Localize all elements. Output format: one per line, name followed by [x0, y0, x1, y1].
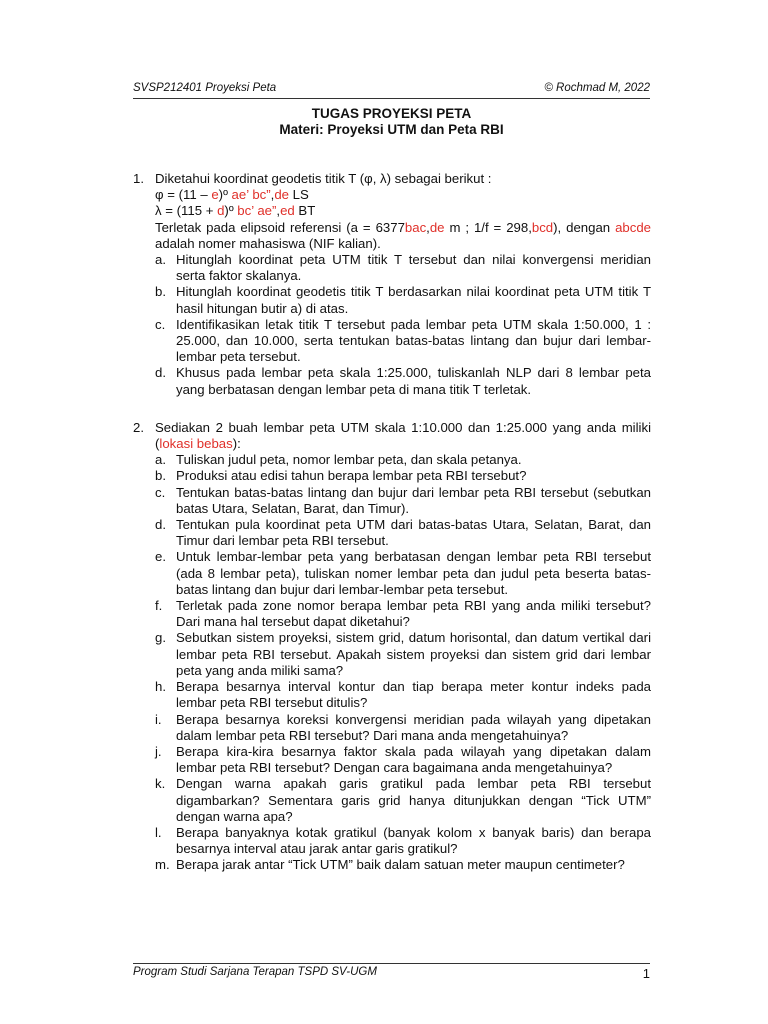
- sub-item-letter: b.: [155, 284, 166, 300]
- sub-item: [155, 517, 651, 549]
- sub-item: [155, 468, 651, 484]
- sub-item-text: Sebutkan sistem proyeksi, sistem grid, datum horisontal, dan datum vertikal dari lembar peta RBI tersebut. Apakah sistem proyeksi dan sistem grid dari lembar peta yang anda miliki sama?: [176, 630, 651, 678]
- sub-item-text: Hitunglah koordinat geodetis titik T berdasarkan nilai koordinat peta UTM titik T hasil hitungan butir a) di atas.: [176, 284, 651, 316]
- sub-item-letter: d.: [155, 517, 166, 533]
- sub-item-letter: e.: [155, 549, 166, 565]
- sub-item-text: Untuk lembar-lembar peta yang berbatasan dengan lembar peta RBI tersebut (ada 8 lembar peta), tuliskan nomer lembar peta dan judul peta beserta batas-batas lintang dan bujur dari lembar-lembar peta tersebut.: [176, 549, 651, 597]
- sub-item-text: Identifikasikan letak titik T tersebut pada lembar peta UTM skala 1:50.000, 1 : 25.000, dan 10.000, serta tentukan batas-batas lintang dan bujur dari lembar-lembar peta tersebut.: [176, 316, 651, 365]
- document-body: [133, 171, 651, 874]
- text-run: ), dengan: [553, 219, 616, 235]
- sub-item-letter: j.: [155, 743, 162, 759]
- document-title: TUGAS PROYEKSI PETA: [311, 106, 472, 121]
- variable-text: abcde: [615, 219, 652, 235]
- text-run: )º: [224, 203, 238, 219]
- question-2: [133, 420, 651, 874]
- text-run: ,: [426, 219, 430, 235]
- sub-item: [155, 776, 651, 825]
- sub-item-text: Tuliskan judul peta, nomor lembar peta, dan skala petanya.: [176, 452, 522, 468]
- sub-item: [155, 365, 651, 397]
- question-1: [133, 171, 651, 398]
- copyright-text: © Rochmad M, 2022: [544, 82, 650, 94]
- variable-text: de: [429, 219, 445, 235]
- sub-item-letter: c.: [155, 484, 166, 500]
- sub-item: [155, 679, 651, 711]
- text-run: LS: [288, 187, 309, 203]
- sub-item-letter: m.: [155, 857, 170, 873]
- sub-item-text: Tentukan pula koordinat peta UTM dari batas-batas Utara, Selatan, Barat, dan Timur dari lembar peta RBI tersebut.: [176, 517, 651, 549]
- variable-text: bcd: [531, 219, 554, 235]
- sub-item-text: Berapa banyaknya kotak gratikul (banyak kolom x banyak baris) dan berapa besarnya interval atau jarak antar garis gratikul?: [176, 824, 651, 857]
- longitude-line: [155, 203, 651, 219]
- variable-text: ed: [280, 203, 295, 219]
- page-header: [133, 82, 650, 98]
- sub-item-text: Berapa besarnya interval kontur dan tiap berapa meter kontur indeks pada lembar peta RBI tersebut ditulis?: [176, 679, 651, 711]
- document-subtitle: Materi: Proyeksi UTM dan Peta RBI: [279, 122, 504, 137]
- header-divider: [133, 98, 650, 99]
- sub-item: [155, 452, 651, 468]
- variable-text: d: [217, 203, 225, 219]
- sub-item-letter: a.: [155, 452, 166, 468]
- spacer: [133, 398, 651, 420]
- question-number: 1.: [133, 171, 144, 186]
- text-run: BT: [294, 203, 316, 219]
- question-intro: [155, 420, 651, 452]
- course-code: SVSP212401 Proyeksi Peta: [133, 82, 277, 94]
- variable-text: bac: [404, 219, 427, 235]
- variable-text: ae’ bc”: [231, 187, 271, 203]
- sub-item-letter: l.: [155, 824, 162, 840]
- sub-item: [155, 630, 651, 679]
- text-run: Terletak pada elipsoid referensi (a = 6377: [155, 219, 405, 235]
- text-run: λ = (115 +: [155, 203, 218, 219]
- sub-item-letter: h.: [155, 679, 166, 695]
- variable-text: e: [211, 187, 219, 203]
- variable-text: de: [274, 187, 289, 203]
- sub-item-letter: k.: [155, 776, 166, 792]
- sub-item-letter: a.: [155, 252, 166, 268]
- text-run: adalah nomer mahasiswa (NIF kalian).: [155, 235, 381, 251]
- text-run: ):: [232, 436, 241, 452]
- sub-item: [155, 317, 651, 366]
- sub-item-text: Berapa kira-kira besarnya faktor skala pada wilayah yang dipetakan dalam lembar peta RBI tersebut? Dengan cara bagaimana anda mengetahuinya?: [176, 743, 651, 776]
- text-run: ,: [270, 187, 275, 203]
- sub-item-text: Tentukan batas-batas lintang dan bujur dari lembar peta RBI tersebut (sebutkan batas Utara, Selatan, Barat, dan Timur).: [176, 484, 651, 516]
- page-footer: [133, 966, 650, 982]
- sub-item-letter: g.: [155, 630, 166, 646]
- sub-item: [155, 712, 651, 744]
- variable-text: bc’ ae”: [237, 203, 277, 219]
- sub-item-text: Khusus pada lembar peta skala 1:25.000, tuliskanlah NLP dari 8 lembar peta yang berbatasan dengan lembar peta di mana titik T terletak.: [176, 365, 651, 397]
- sub-item: [155, 857, 651, 873]
- variable-text: lokasi bebas: [159, 436, 233, 452]
- sub-item-letter: i.: [155, 711, 162, 727]
- sub-item-letter: c.: [155, 316, 166, 332]
- sub-item-text: Berapa jarak antar “Tick UTM” baik dalam satuan meter maupun centimeter?: [176, 857, 625, 873]
- text-run: m ; 1/f = 298,: [444, 219, 532, 235]
- ellipsoid-paragraph: [155, 220, 651, 252]
- text-run: )º: [218, 187, 232, 203]
- program-name: Program Studi Sarjana Terapan TSPD SV-UGM: [133, 966, 377, 978]
- text-run: ,: [276, 203, 281, 219]
- sub-item: [155, 485, 651, 517]
- sub-item-text: Produksi atau edisi tahun berapa lembar peta RBI tersebut?: [176, 468, 527, 484]
- question-number: 2.: [133, 419, 144, 435]
- sub-item: [155, 744, 651, 776]
- sub-item: [155, 284, 651, 316]
- text-run: Sediakan 2 buah lembar peta UTM skala 1:10.000 dan 1:25.000 yang anda miliki (: [155, 419, 651, 452]
- sub-item-text: Terletak pada zone nomor berapa lembar peta RBI yang anda miliki tersebut? Dari mana hal tersebut dapat diketahui?: [176, 598, 651, 630]
- sub-item-letter: f.: [155, 598, 163, 614]
- footer-divider: [133, 963, 650, 964]
- question-intro: Diketahui koordinat geodetis titik T (φ, λ) sebagai berikut :: [155, 171, 492, 186]
- sub-item: [155, 252, 651, 284]
- page-number: 1: [642, 966, 650, 981]
- sub-item-text: Berapa besarnya koreksi konvergensi meridian pada wilayah yang dipetakan dalam lembar peta RBI tersebut? Dari mana anda mengetahuinya?: [176, 711, 651, 743]
- sub-item-text: Hitunglah koordinat peta UTM titik T tersebut dan nilai konvergensi meridian serta faktor skalanya.: [176, 252, 651, 284]
- sub-item: [155, 825, 651, 857]
- sub-item: [155, 549, 651, 598]
- sub-item-letter: d.: [155, 365, 166, 381]
- sub-item-letter: b.: [155, 468, 166, 484]
- sub-item: [155, 598, 651, 630]
- sub-item-text: Dengan warna apakah garis gratikul pada lembar peta RBI tersebut digambarkan? Sementara garis grid hanya ditunjukkan dengan “Tick UTM” dengan warna apa?: [176, 776, 651, 824]
- latitude-line: [155, 187, 651, 203]
- text-run: φ = (11 –: [155, 187, 212, 203]
